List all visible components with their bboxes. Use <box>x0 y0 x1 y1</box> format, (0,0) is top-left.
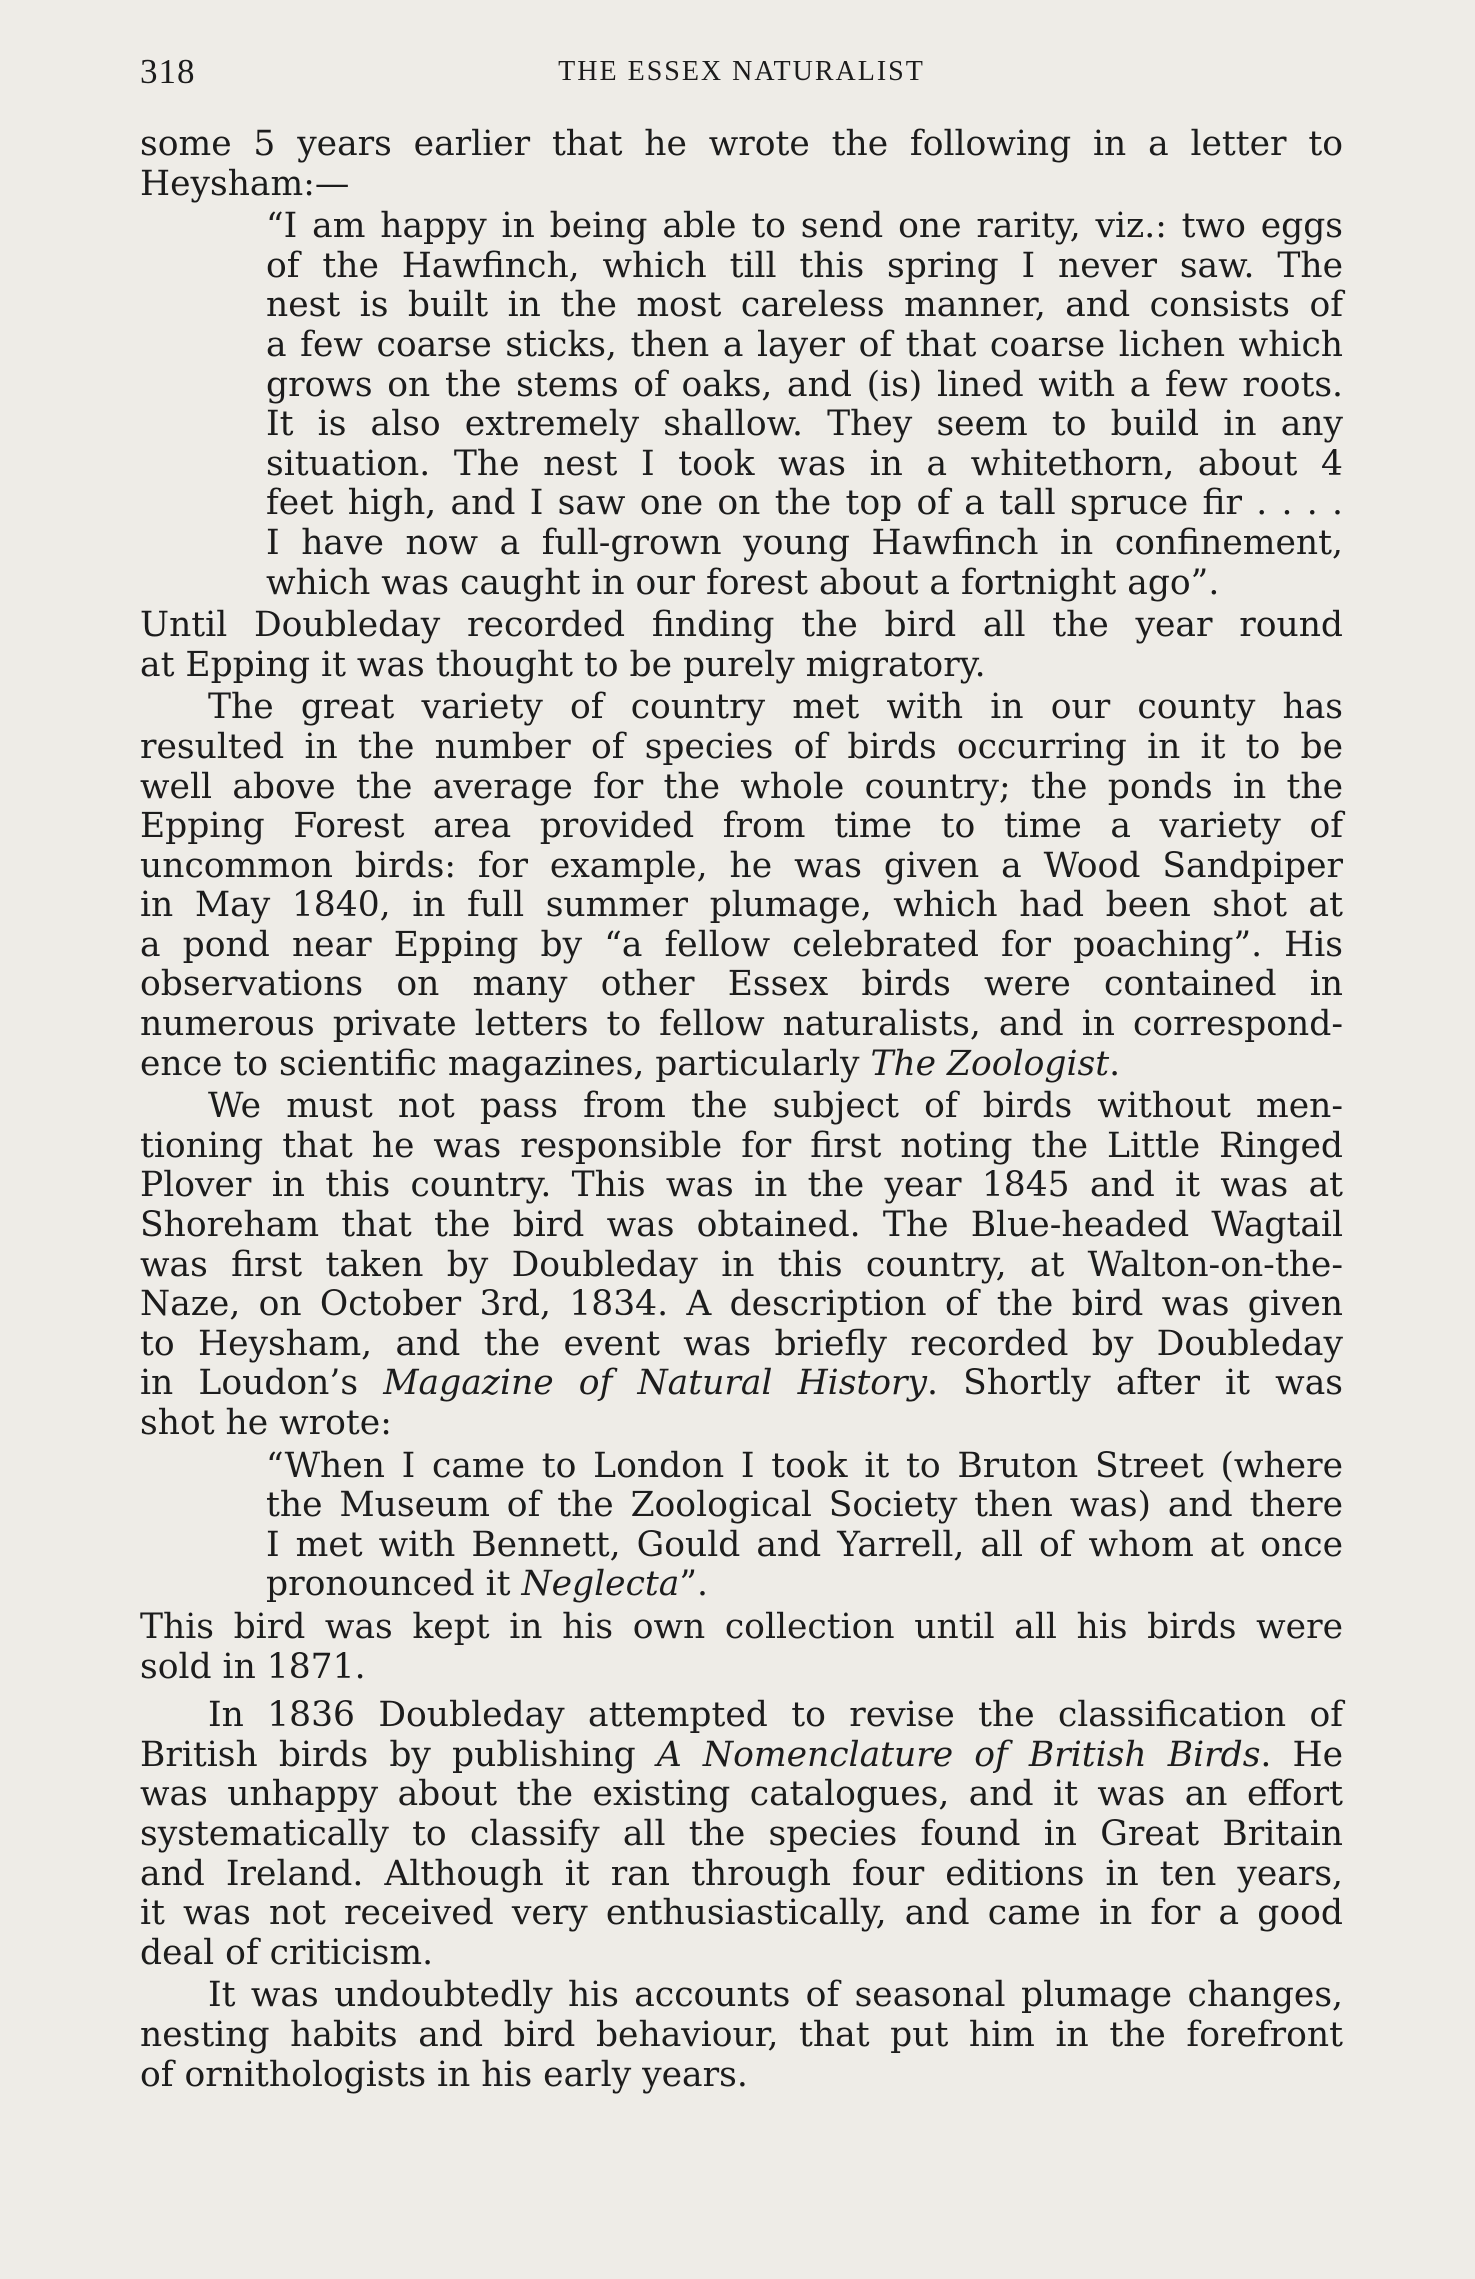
paragraph <box>140 1087 1343 1443</box>
italic-title: Neglecta <box>521 1564 680 1605</box>
paragraph <box>140 688 1343 1084</box>
text-line: to Heysham, and the event was briefly recorded by Doubleday <box>140 1323 1343 1364</box>
text-run: ence to scientific magazines, particularly <box>140 1043 871 1084</box>
text-run: . He <box>1260 1734 1343 1775</box>
text-line: It is also extremely shallow. They seem to build in any <box>266 404 1343 445</box>
text-line: I met with Bennett, Gould and Yarrell, all of whom at once <box>266 1524 1343 1565</box>
italic-title: A Nomenclature of British Birds <box>656 1734 1261 1775</box>
text-line: “When I came to London I took it to Bruton Street (where <box>266 1445 1343 1486</box>
text-line: the Museum of the Zoological Society then was) and there <box>266 1485 1343 1526</box>
text-line <box>140 1696 1343 1736</box>
text-line: shot he wrote: <box>140 1403 392 1443</box>
paragraph <box>140 1608 1343 1687</box>
text-run: British birds by publishing <box>140 1734 657 1775</box>
text-run: in Loudon’s <box>140 1363 384 1404</box>
text-line: grows on the stems of oaks, and (is) lined with a few roots. <box>266 364 1343 405</box>
text-line: a pond near Epping by “a fellow celebrated for poaching”. His <box>140 924 1343 965</box>
text-line: This bird was kept in his own collection until all his birds were <box>140 1606 1343 1647</box>
text-line: was unhappy about the existing catalogues, and it was an effort <box>140 1774 1343 1815</box>
text-line: We must not pass from the subject of birds without men- <box>208 1086 1343 1127</box>
text-run: . <box>1109 1043 1121 1084</box>
text-line: numerous private letters to fellow naturalists, and in correspond- <box>140 1004 1343 1045</box>
text-line: The great variety of country met with in our county has <box>208 687 1343 728</box>
text-line <box>140 1565 1343 1605</box>
text-line: at Epping it was thought to be purely migratory. <box>140 644 986 685</box>
text-line: some 5 years earlier that he wrote the following in a letter to <box>140 124 1343 164</box>
text-line: well above the average for the whole country; the ponds in the <box>140 766 1343 807</box>
text-line <box>140 1045 1343 1085</box>
text-run: ”. <box>679 1564 708 1605</box>
body-text <box>140 125 1343 2095</box>
text-line: of the Hawfinch, which till this spring I never saw. The <box>266 245 1343 286</box>
text-line: Until Doubleday recorded finding the bird all the year round <box>140 605 1343 646</box>
text-line: Epping Forest area provided from time to time a variety of <box>140 806 1343 847</box>
block-quote <box>140 207 1343 603</box>
text-line: “I am happy in being able to send one rarity, viz.: two eggs <box>266 206 1343 247</box>
running-head: THE ESSEX NATURALIST <box>558 56 925 87</box>
paragraph <box>140 606 1343 685</box>
text-line: observations on many other Essex birds were contained in <box>140 964 1343 1005</box>
text-line: which was caught in our forest about a fortnight ago”. <box>266 562 1220 603</box>
italic-title: The Zoologist <box>870 1043 1110 1084</box>
text-line: situation. The nest I took was in a whitethorn, about 4 <box>266 443 1343 484</box>
text-line: nest is built in the most careless manner, and consists of <box>266 285 1343 326</box>
text-line: Plover in this country. This was in the year 1845 and it was at <box>140 1165 1343 1206</box>
text-line: feet high, and I saw one on the top of a tall spruce fir . . . . <box>266 483 1343 524</box>
italic-title: Magazine of Natural History <box>383 1363 928 1404</box>
text-line: systematically to classify all the species found in Great Britain <box>140 1813 1343 1854</box>
text-line: tioning that he was responsible for first noting the Little Ringed <box>140 1125 1343 1166</box>
text-line: of ornithologists in his early years. <box>140 2054 748 2095</box>
text-line: Shoreham that the bird was obtained. The Blue-headed Wagtail <box>140 1205 1343 1246</box>
text-line: a few coarse sticks, then a layer of that coarse lichen which <box>266 324 1343 365</box>
text-line <box>140 1736 1343 1776</box>
text-line: it was not received very enthusiastically, and came in for a good <box>140 1893 1343 1934</box>
text-line: sold in 1871. <box>140 1646 366 1687</box>
paragraph <box>140 1976 1343 2095</box>
text-run: In 1836 Doubleday attempted to revise the classification of <box>208 1695 1343 1736</box>
text-run: . Shortly after it was <box>927 1363 1343 1404</box>
text-line: It was undoubtedly his accounts of seasonal plumage changes, <box>208 1975 1343 2016</box>
text-line: was first taken by Doubleday in this country, at Walton-on-the- <box>140 1244 1343 1285</box>
text-line: in May 1840, in full summer plumage, which had been shot at <box>140 885 1343 926</box>
text-line: and Ireland. Although it ran through four editions in ten years, <box>140 1853 1343 1894</box>
text-line <box>140 1364 1343 1404</box>
text-run: pronounced it <box>266 1564 522 1605</box>
text-line: resulted in the number of species of birds occurring in it to be <box>140 726 1343 767</box>
text-line: uncommon birds: for example, he was given a Wood Sandpiper <box>140 845 1343 886</box>
text-line: Naze, on October 3rd, 1834. A description of the bird was given <box>140 1284 1343 1325</box>
text-line: nesting habits and bird behaviour, that put him in the forefront <box>140 2014 1343 2055</box>
text-line: deal of criticism. <box>140 1932 434 1973</box>
block-quote <box>140 1447 1343 1605</box>
text-line: Heysham:— <box>140 163 350 204</box>
text-line: I have now a full-grown young Hawfinch in confinement, <box>266 522 1343 563</box>
paragraph <box>140 125 1343 204</box>
page-number: 318 <box>140 52 196 91</box>
paragraph <box>140 1696 1343 1973</box>
page-header <box>140 52 1343 112</box>
